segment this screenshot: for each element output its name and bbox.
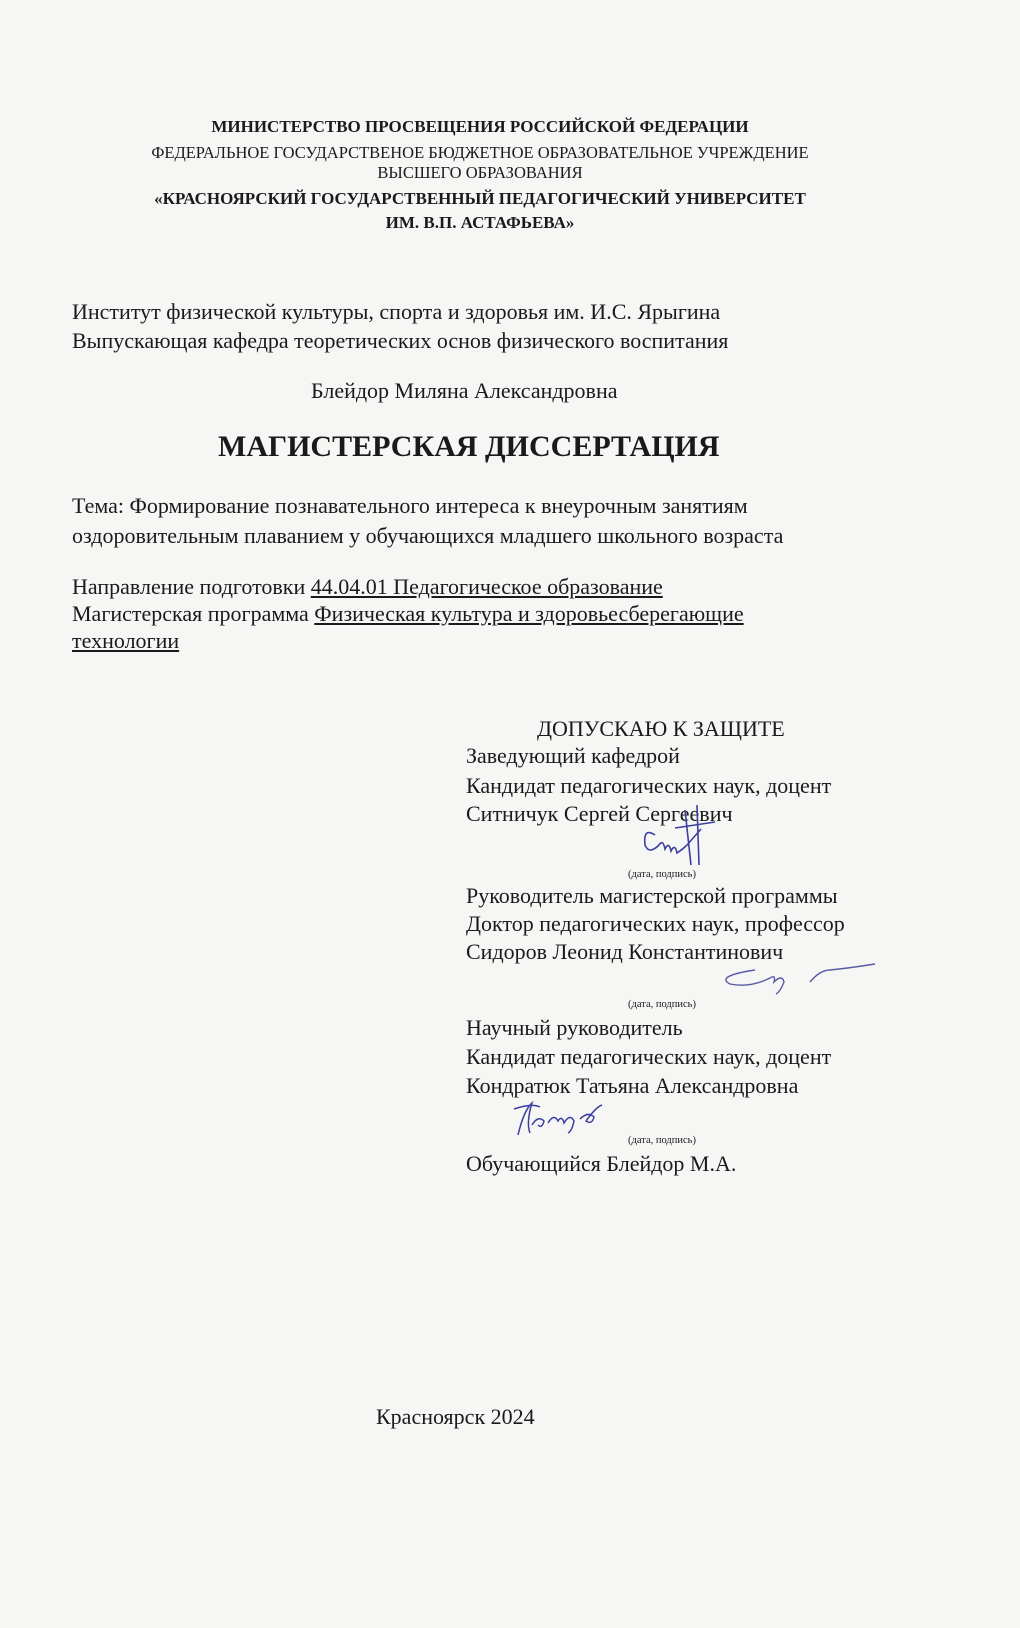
signature-supervisor (510, 1095, 620, 1145)
program-line (72, 603, 744, 625)
institute-line: Институт физической культуры, спорта и здоровья им. И.С. Ярыгина (72, 299, 721, 324)
author-name: Блейдор Миляна Александровна (311, 378, 618, 403)
supervisor-role: Научный руководитель (466, 1015, 683, 1040)
topic-line-2: оздоровительным плаванием у обучающихся младшего школьного возраста (72, 523, 784, 548)
head-degree: Кандидат педагогических наук, доцент (466, 773, 832, 798)
footer-city-year: Красноярск 2024 (376, 1404, 535, 1429)
ministry-line: МИНИСТЕРСТВО ПРОСВЕЩЕНИЯ РОССИЙСКОЙ ФЕДЕРАЦИИ (211, 117, 749, 136)
program-value: Физическая культура и здоровьесберегающие (314, 601, 744, 626)
direction-value: 44.04.01 Педагогическое образование (310, 574, 663, 599)
student-line: Обучающийся Блейдор М.А. (466, 1151, 737, 1176)
institution-type-line-2: ВЫСШЕГО ОБРАЗОВАНИЯ (377, 163, 583, 182)
head-role: Заведующий кафедрой (466, 743, 680, 768)
program-value-continued: технологии (72, 628, 180, 653)
department-line: Выпускающая кафедра теоретических основ физического воспитания (72, 328, 729, 353)
program-head-degree: Доктор педагогических наук, профессор (466, 911, 845, 936)
date-signature-caption-2: (дата, подпись) (628, 999, 696, 1010)
approval-heading: ДОПУСКАЮ К ЗАЩИТЕ (537, 716, 785, 741)
university-line-1: «КРАСНОЯРСКИЙ ГОСУДАРСТВЕННЫЙ ПЕДАГОГИЧЕСКИЙ УНИВЕРСИТЕТ (154, 189, 806, 208)
document-title: МАГИСТЕРСКАЯ ДИССЕРТАЦИЯ (218, 430, 720, 463)
program-head-name: Сидоров Леонид Константинович (466, 939, 784, 964)
signature-head (615, 790, 765, 870)
institution-type-line-1: ФЕДЕРАЛЬНОЕ ГОСУДАРСТВЕНОЕ БЮДЖЕТНОЕ ОБРАЗОВАТЕЛЬНОЕ УЧРЕЖДЕНИЕ (151, 143, 809, 162)
supervisor-name: Кондратюк Татьяна Александровна (466, 1073, 799, 1098)
topic-line-1: Тема: Формирование познавательного интереса к внеурочным занятиям (72, 493, 748, 518)
supervisor-degree: Кандидат педагогических наук, доцент (466, 1044, 832, 1069)
program-label: Магистерская программа (72, 601, 315, 626)
head-name: Ситничук Сергей Сергеевич (466, 801, 733, 826)
signature-program-head (700, 960, 880, 1000)
direction-label: Направление подготовки (72, 574, 311, 599)
date-signature-caption-1: (дата, подпись) (628, 869, 696, 880)
program-head-role: Руководитель магистерской программы (466, 883, 838, 908)
university-line-2: ИМ. В.П. АСТАФЬЕВА» (385, 213, 575, 232)
direction-line (72, 576, 663, 598)
date-signature-caption-3: (дата, подпись) (628, 1135, 696, 1146)
